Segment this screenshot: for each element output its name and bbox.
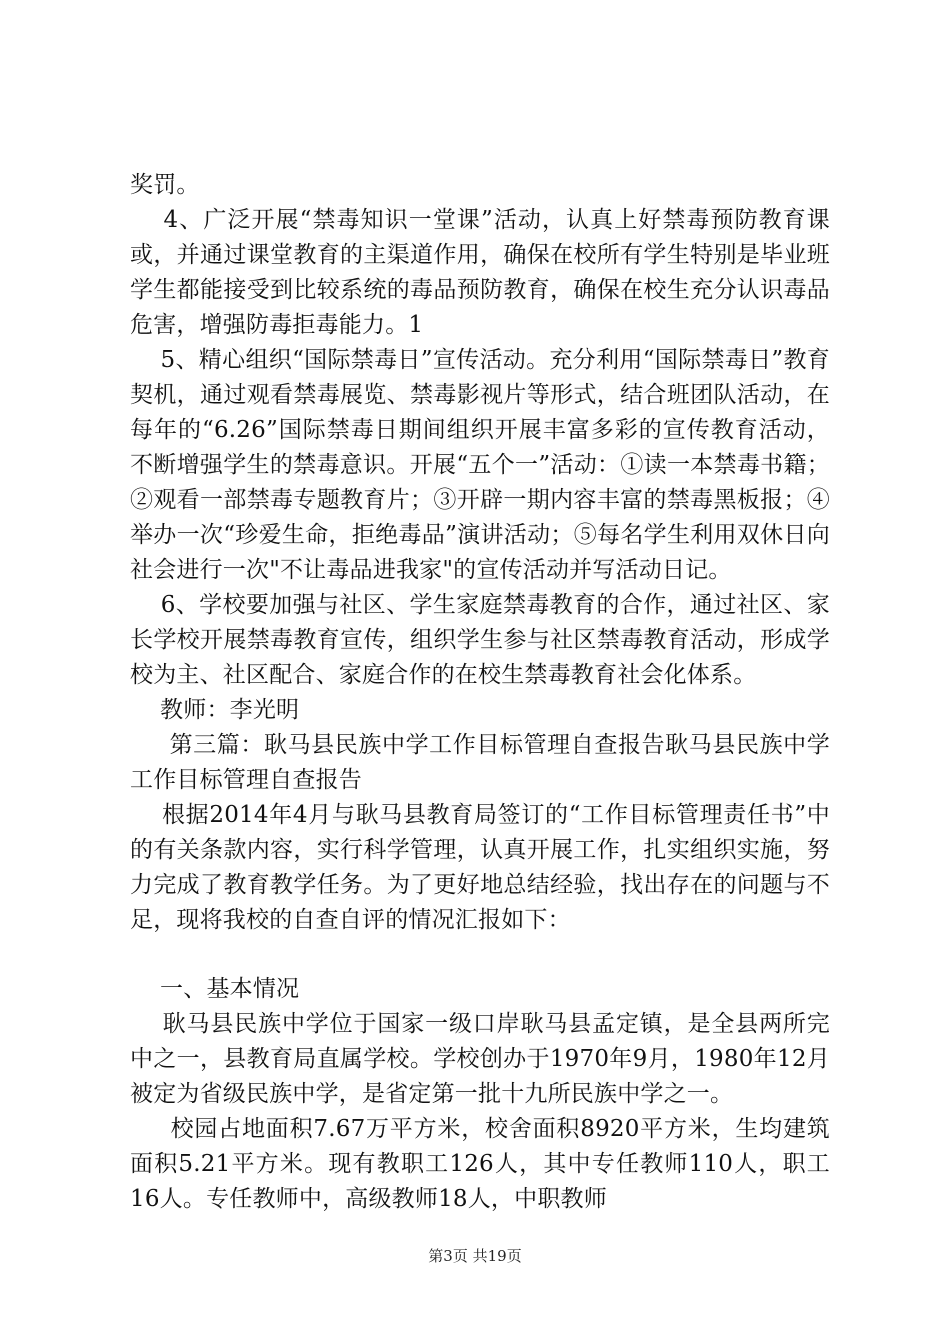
teacher-signature-line: 教师：李光明 — [130, 697, 300, 723]
paragraph-school-overview: 耿马县民族中学位于国家一级口岸耿马县孟定镇，是全县两所完中之一，县教育局直属学校。学校创办于1970年9月，1980年12月被定为省级民族中学，是省定第一批十九所民族中学之一。 — [130, 1011, 830, 1107]
paragraph-spacer — [130, 938, 830, 972]
document-body — [130, 168, 830, 1217]
paragraph-introduction: 根据2014年4月与耿马县教育局签订的“工作目标管理责任书”中的有关条款内容，实行科学管理，认真开展工作，扎实组织实施，努力完成了教育教学任务。为了更好地总结经验，找出存在的问题与不足，现将我校的自查自评的情况汇报如下： — [130, 802, 831, 933]
section-heading: 第三篇：耿马县民族中学工作目标管理自查报告耿马县民族中学工作目标管理自查报告 — [130, 732, 830, 793]
paragraph-school-stats: 校园占地面积7.67万平方米，校舍面积8920平方米，生均建筑面积5.21平方米。现有教职工126人，其中专任教师110人，职工16人。专任教师中，高级教师18人，中职教师 — [130, 1116, 830, 1212]
paragraph-item-6: 6、学校要加强与社区、学生家庭禁毒教育的合作，通过社区、家长学校开展禁毒教育宣传，组织学生参与社区禁毒教育活动，形成学校为主、社区配合、家庭合作的在校生禁毒教育社会化体系。 — [130, 592, 830, 688]
paragraph-item-4: 4、广泛开展“禁毒知识一堂课”活动，认真上好禁毒预防教育课或，并通过课堂教育的主渠道作用，确保在校所有学生特别是毕业班学生都能接受到比较系统的毒品预防教育，确保在校生充分认识毒品危害，增强防毒拒毒能力。1 — [130, 207, 830, 338]
subheading-basic-info: 一、基本情况 — [130, 976, 300, 1002]
paragraph-item-5: 5、精心组织“国际禁毒日”宣传活动。充分利用“国际禁毒日”教育契机，通过观看禁毒展览、禁毒影视片等形式，结合班团队活动，在每年的“6.26”国际禁毒日期间组织开展丰富多彩的宣传教育活动，不断增强学生的禁毒意识。开展“五个一”活动：①读一本禁毒书籍；②观看一部禁毒专题教育片；③开辟一期内容丰富的禁毒黑板报；④举办一次“珍爱生命，拒绝毒品”演讲活动；⑤每名学生利用双休日向社会进行一次"不让毒品进我家"的宣传活动并写活动日记。 — [130, 347, 830, 583]
paragraph-continuation: 奖罚。 — [130, 172, 200, 198]
page-footer: 第3页 共19页 — [428, 1247, 522, 1265]
